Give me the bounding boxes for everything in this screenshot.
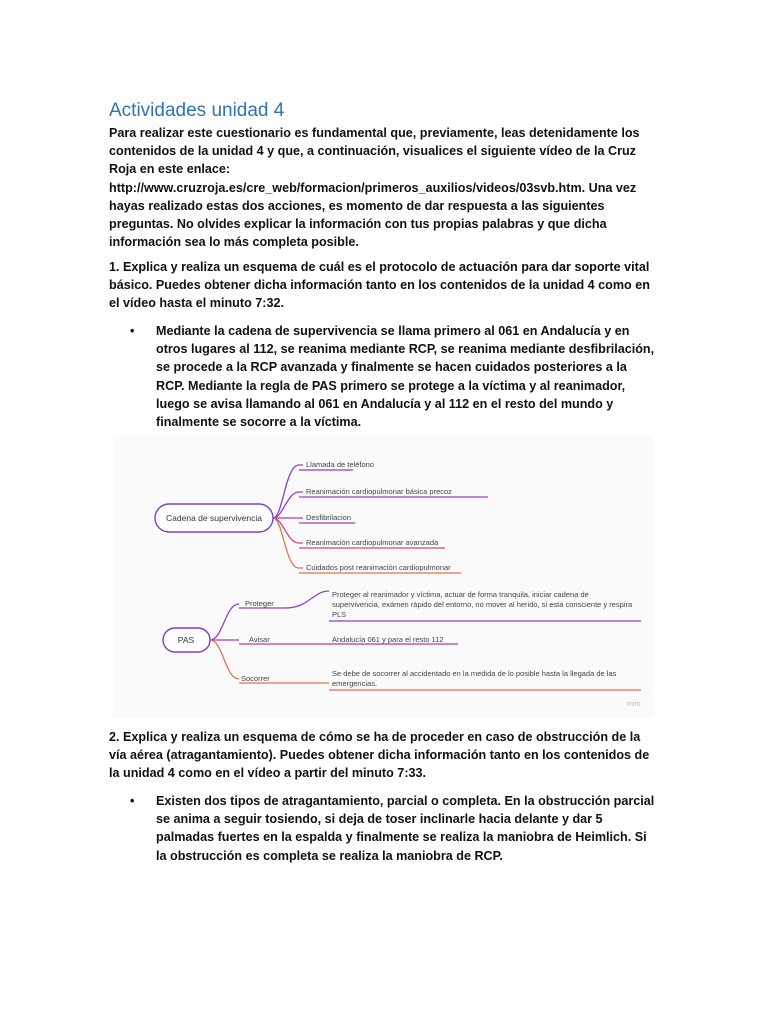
socorrer-detail-line-2: emergencias. bbox=[332, 679, 378, 688]
page-title: Actividades unidad 4 bbox=[109, 100, 285, 121]
answer-2-bullet bbox=[130, 792, 660, 872]
pas-branch-socorrer: Socorrer bbox=[241, 674, 270, 683]
chain-root-label: Cadena de supervivencia bbox=[166, 513, 262, 523]
proteger-detail-line-1: Proteger al reanimador y víctima, actuar de forma tranquila, iniciar cadena de bbox=[332, 590, 589, 599]
miro-logo: miro bbox=[627, 701, 641, 708]
chain-leaf-4: Reanimación cardiopulmonar avanzada bbox=[306, 538, 439, 547]
chain-leaf-1: Llamada de teléfono bbox=[306, 460, 374, 469]
intro-paragraph: Para realizar este cuestionario es fundamental que, previamente, leas detenidamente los contenidos de la unidad 4 y que, a continuación, visualices el siguiente vídeo de la Cruz Roja en este enlace: http://www.cruzroja.es/cre_web/formacion/primeros_auxilios/videos/03svb.htm. Una vez hayas realizado estas dos acciones, es momento de dar respuesta a las siguientes preguntas. No olvides explicar la información con tus propias palabras y que dicha información sea lo más completa posible. bbox=[109, 126, 640, 250]
pas-branch-avisar: Avisar bbox=[249, 635, 270, 644]
chain-leaf-2: Reanimación cardiopulmonar básica precoz bbox=[306, 487, 452, 496]
answer-1-text: Mediante la cadena de supervivencia se llama primero al 061 en Andalucía y en otros lugares al 112, se reanima mediante RCP, se reanima mediante desfibrilación, se procede a la RCP avanzada y finalmente se hacen cuidados posteriores a la RCP. Mediante la regla de PAS primero se protege a la víctima y al reanimador, luego se avisa llamando al 061 en Andalucía y al 112 en el resto del mundo y finalmente se socorre a la víctima. bbox=[156, 324, 655, 430]
question-1: 1. Explica y realiza un esquema de cuál es el protocolo de actuación para dar soporte vital básico. Puedes obtener dicha información tanto en los contenidos de la unidad 4 como en el vídeo hasta el minuto 7:32. bbox=[109, 260, 650, 311]
chain-leaf-5: Cuidados post reanimación cardiopulmonar bbox=[306, 563, 451, 572]
answer-1-bullet bbox=[130, 322, 660, 432]
socorrer-detail-line-1: Se debe de socorrer al accidentado en la medida de lo posible hasta la llegada de las bbox=[332, 669, 617, 678]
mindmap-diagram bbox=[113, 436, 653, 718]
pas-branch-proteger: Proteger bbox=[245, 599, 274, 608]
avisar-detail-line-1: Andalucía 061 y para el resto 112 bbox=[332, 635, 444, 644]
mindmap-svg bbox=[113, 436, 653, 718]
connector-pas-1 bbox=[210, 604, 239, 640]
pas-root-label: PAS bbox=[177, 635, 195, 645]
question-2: 2. Explica y realiza un esquema de cómo se ha de proceder en caso de obstrucción de la vía aérea (atragantamiento). Puedes obtener dicha información tanto en los contenidos de la unidad 4 como en el vídeo a partir del minuto 7:33. bbox=[109, 730, 650, 781]
proteger-detail-line-2: supervivencia, exámen rápido del entorno, no mover al herido, si esta consciente y respira bbox=[332, 600, 633, 609]
connector-pas-3 bbox=[210, 640, 239, 679]
chain-leaf-3: Desfibrilacion bbox=[306, 513, 352, 522]
connector-proteger-detail bbox=[285, 591, 329, 608]
bullet-icon: • bbox=[130, 794, 135, 808]
answer-2-text: Existen dos tipos de atragantamiento, parcial o completa. En la obstrucción parcial se anima a seguir tosiendo, si deja de toser inclinarle hacia delante y dar 5 palmadas fuertes en la espalda y finalmente se realiza la maniobra de Heimlich. Si la obstrucción es completa se realiza la maniobra de RCP. bbox=[156, 794, 655, 863]
proteger-detail-line-3: PLS bbox=[332, 610, 347, 619]
bullet-icon: • bbox=[130, 324, 135, 338]
